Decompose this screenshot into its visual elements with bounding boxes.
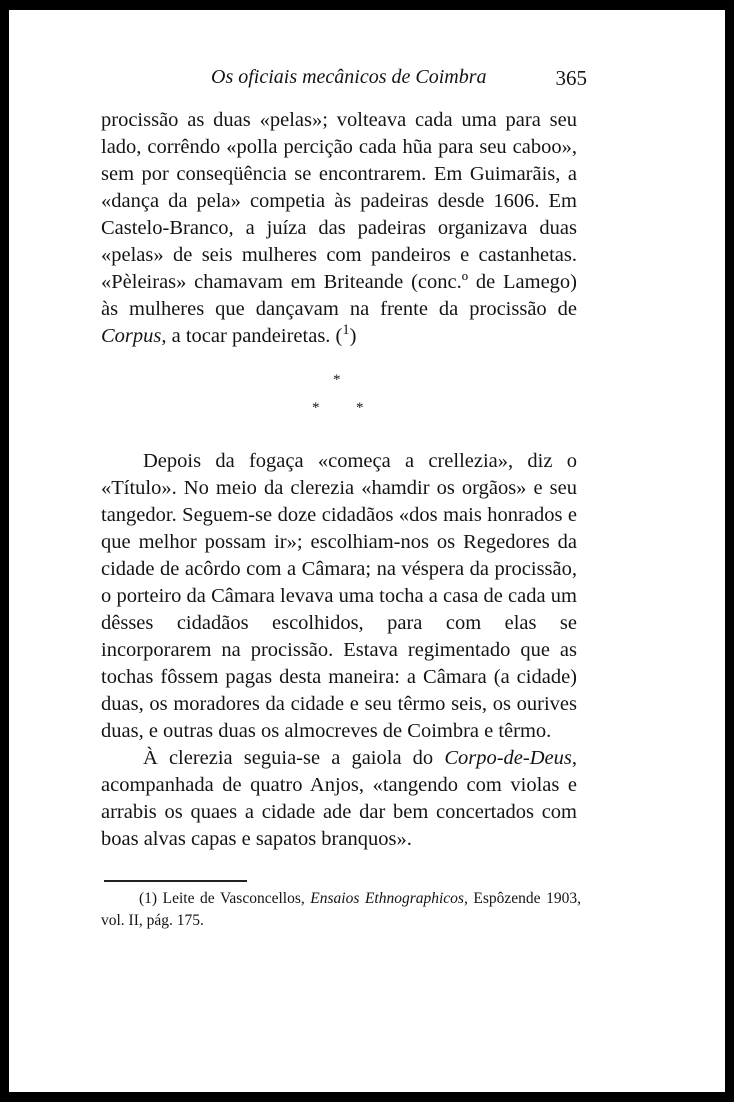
footnote-rest: Espôzende 1903, vol. II, pág. 175. bbox=[101, 890, 581, 929]
paragraph-1-text-a: procissão as duas «pelas»; volteava cada uma para seu lado, corrêndo «polla percição cada hũa para seu caboo», sem por conseqüência se encontrarem. Em Guimarãis, a «dança da pela» competia às padeiras desde 1606. Em Castelo-Branco, a juíza das padeiras organizava duas «pelas» de seis mulheres com pandeiros e castanhetas. «Pèleiras» chamavam em Briteande (conc.º de Lamego) às mulheres que dançavam na frente da procissão de bbox=[101, 109, 577, 320]
paragraph-3-text-a: À clerezia seguia-se a gaiola do bbox=[143, 747, 445, 769]
asterism-top: * bbox=[333, 372, 341, 388]
header-title: Os oficiais mecânicos de Coimbra bbox=[211, 66, 487, 88]
paragraph-1-text-b: , a tocar pandeiretas. ( bbox=[161, 325, 343, 347]
book-page bbox=[9, 10, 725, 1092]
footnote-rule bbox=[104, 880, 247, 882]
paragraph-3 bbox=[101, 745, 577, 853]
asterism-right: * bbox=[356, 400, 364, 416]
paragraph-1 bbox=[101, 107, 577, 350]
footnote bbox=[101, 888, 581, 932]
paragraph-1-text-c: ) bbox=[349, 325, 357, 347]
asterism-left: * bbox=[312, 400, 320, 416]
page-number: 365 bbox=[555, 66, 587, 90]
corpus-term: Corpus bbox=[101, 325, 162, 347]
corpo-de-deus-term: Corpo-de-Deus bbox=[444, 747, 572, 769]
paragraph-2: Depois da fogaça «começa a crellezia», diz o «Título». No meio da clerezia «hamdir os orgãos» e seu tangedor. Seguem-se doze cidadãos «dos mais honrados e que melhor possam ir»; escolhiam-nos os Regedores da cidade de acôrdo com a Câmara; na véspera da procissão, o porteiro da Câmara levava uma tocha a casa de cada um dêsses cidadãos escolhidos, para com elas se incorporarem na procissão. Estava regimentado que as tochas fôssem pagas desta maneira: a Câmara (a cidade) duas, os moradores da cidade e seu têrmo seis, os ourives duas, e outras duas os almocreves de Coimbra e têrmo. bbox=[101, 450, 577, 742]
body-section-2 bbox=[101, 448, 577, 853]
footnote-work-title: Ensaios Ethnographicos, bbox=[310, 890, 468, 907]
footnote-marker: (1) bbox=[139, 890, 158, 907]
paragraph-3-text-b: , acompanhada de quatro Anjos, «tangendo com violas e arrabis os quaes a cidade ade dar bem concertados com boas alvas capas e sapatos branquos». bbox=[101, 747, 577, 850]
running-header bbox=[101, 66, 601, 96]
footnote-reference: 1 bbox=[342, 322, 350, 339]
footnote-author: Leite de Vasconcellos, bbox=[157, 890, 311, 907]
body-section-1 bbox=[101, 107, 577, 350]
